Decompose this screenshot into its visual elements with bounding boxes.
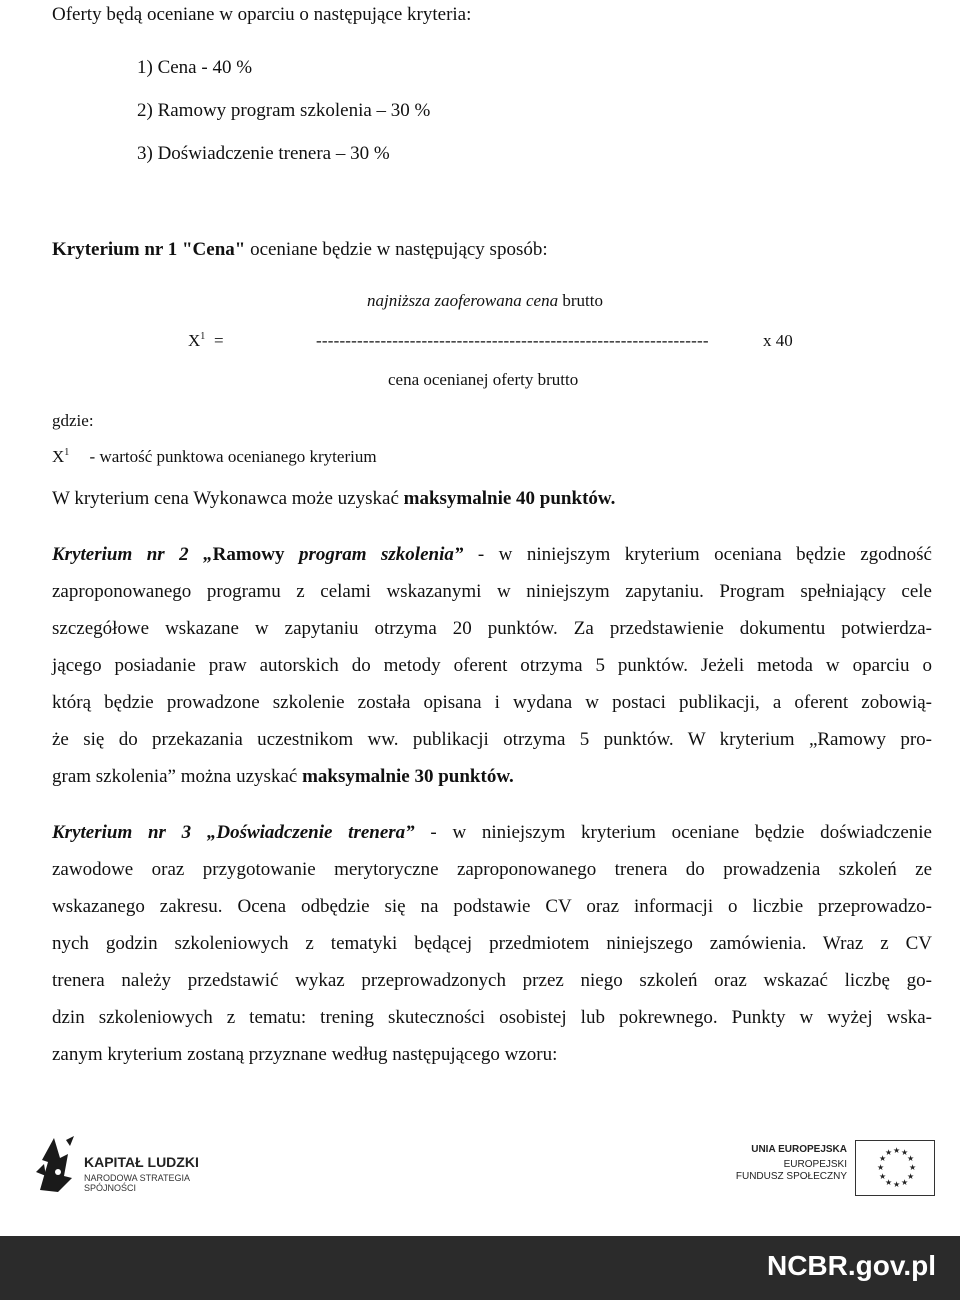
max-points-line <box>52 488 615 510</box>
svg-text:★: ★ <box>879 1172 887 1181</box>
paragraph-line: że się do przekazania uczestnikom ww. publikacji otrzyma 5 punktów. W kryterium „Ramowy pro- <box>52 729 932 750</box>
max-bold: maksymalnie 40 punktów. <box>403 488 616 509</box>
list-item: 2) Ramowy program szkolenia – 30 % <box>137 100 431 121</box>
numerator-rest: brutto <box>558 291 603 310</box>
paragraph-line: wskazanego zakresu. Ocena odbędzie się na podstawie CV oraz informacji o liczbie przeprowadzo- <box>52 896 932 917</box>
crit2-line7-bold: maksymalnie 30 punktów. <box>302 766 514 787</box>
crit2-line1: - w niniejszym kryterium oceniana będzie zgodność <box>463 544 932 565</box>
kl-title: KAPITAŁ LUDZKI <box>84 1154 199 1170</box>
intro-text: Oferty będą oceniane w oparciu o następujące kryteria: <box>52 4 472 25</box>
svg-text:★: ★ <box>907 1154 915 1163</box>
paragraph-line: trenera należy przedstawić wykaz przeprowadzonych przez niego szkoleń oraz wskazać liczbę go- <box>52 970 932 991</box>
svg-text:★: ★ <box>901 1178 909 1187</box>
paragraph-line: jącego posiadanie praw autorskich do metody oferent otrzyma 5 punktów. Jeżeli metoda w oparciu o <box>52 655 932 676</box>
svg-text:★: ★ <box>885 1148 893 1157</box>
x-letter: X <box>52 447 65 466</box>
list-item: 1) Cena - 40 % <box>137 57 253 78</box>
svg-text:★: ★ <box>901 1148 909 1157</box>
fraction-line: ------------------------------------------------------------------- <box>316 331 709 350</box>
ncbr-link[interactable]: NCBR.gov.pl <box>766 1250 936 1281</box>
criterion-1-text: oceniane będzie w następujący sposób: <box>245 239 548 260</box>
paragraph-line: nych godzin szkoleniowych z tematyki będącej przedmiotem niniejszego zamówienia. Wraz z CV <box>52 933 932 954</box>
svg-text:★: ★ <box>909 1163 917 1172</box>
page-footer <box>0 1120 960 1305</box>
numerator-italic: najniższa zaoferowana cena <box>367 291 559 310</box>
eu-logo <box>735 1140 945 1200</box>
crit2-lead: Kryterium nr 2 „ <box>52 544 213 565</box>
crit2-line7: gram szkolenia” można uzyskać <box>52 766 303 787</box>
crit3-line1: - w niniejszym kryterium oceniane będzie doświadczenie <box>414 822 932 843</box>
variable-definition <box>52 447 377 467</box>
eu-flag-icon <box>855 1140 935 1196</box>
criterion-1-label: Kryterium nr 1 "Cena" <box>52 239 246 260</box>
paragraph-line: zanym kryterium zostaną przyznane według następującego wzoru: <box>52 1044 558 1065</box>
paragraph-line: szczegółowe wskazane w zapytaniu otrzyma 20 punktów. Za przedstawienie dokumentu potwierdza- <box>52 618 932 639</box>
x-superscript: 1 <box>200 331 206 342</box>
kl-subtitle: NARODOWA STRATEGIA SPÓJNOŚCI <box>84 1173 190 1193</box>
eu-line-3: FUNDUSZ SPOŁECZNY <box>735 1171 847 1182</box>
svg-text:★: ★ <box>893 1146 901 1155</box>
ncbr-footer-bar <box>0 1236 960 1300</box>
paragraph-line: zaproponowanego programu z celami wskazanymi w niniejszym zapytaniu. Program spełniający cele <box>52 581 932 602</box>
formula-numerator <box>367 291 603 311</box>
max-text: W kryterium cena Wykonawca może uzyskać <box>52 488 404 509</box>
criteria-list <box>137 56 430 185</box>
crit2-lead-2: program szkolenia” <box>284 544 464 565</box>
x-letter: X <box>188 331 201 350</box>
svg-text:★: ★ <box>907 1172 915 1181</box>
eu-line-2: EUROPEJSKI <box>783 1159 847 1170</box>
kapital-ludzki-logo <box>30 1132 230 1202</box>
paragraph-line <box>52 765 932 802</box>
paragraph-line <box>52 543 932 580</box>
eu-stars <box>856 1141 934 1195</box>
criterion-1-heading <box>52 239 548 261</box>
svg-text:★: ★ <box>893 1180 901 1189</box>
paragraph-line <box>52 821 932 858</box>
multiplier: x 40 <box>763 331 793 350</box>
variable-description: - wartość punktowa ocenianego kryterium <box>89 447 377 466</box>
paragraph-line: dzin szkoleniowych z tematu: trening skuteczności osobistej lub pokrewnego. Punkty w wyżej wska- <box>52 1007 932 1028</box>
paragraph-line: którą będzie prowadzone szkolenie została opisana i wydana w postaci publikacji, a oferent zobowią- <box>52 692 932 713</box>
svg-text:★: ★ <box>879 1154 887 1163</box>
where-label: gdzie: <box>52 411 94 430</box>
eu-line-1: UNIA EUROPEJSKA <box>751 1144 847 1155</box>
crit2-lead-bold: Ramowy <box>212 544 285 565</box>
crit3-lead: Kryterium nr 3 „Doświadczenie trenera” <box>52 822 415 843</box>
list-item: 3) Doświadczenie trenera – 30 % <box>137 143 390 164</box>
formula-row <box>188 331 808 355</box>
svg-text:★: ★ <box>877 1163 885 1172</box>
x-superscript: 1 <box>64 447 70 458</box>
formula-variable <box>188 331 205 351</box>
paragraph-line: zawodowe oraz przygotowanie merytoryczne zaproponowanego trenera do prowadzenia szkoleń ze <box>52 859 932 880</box>
criterion-2-paragraph <box>52 543 932 802</box>
formula-denominator: cena ocenianej oferty brutto <box>388 370 579 389</box>
svg-text:★: ★ <box>885 1178 893 1187</box>
kapital-ludzki-icon <box>30 1132 80 1196</box>
equals-sign: = <box>214 331 224 350</box>
criterion-3-paragraph <box>52 821 932 1080</box>
